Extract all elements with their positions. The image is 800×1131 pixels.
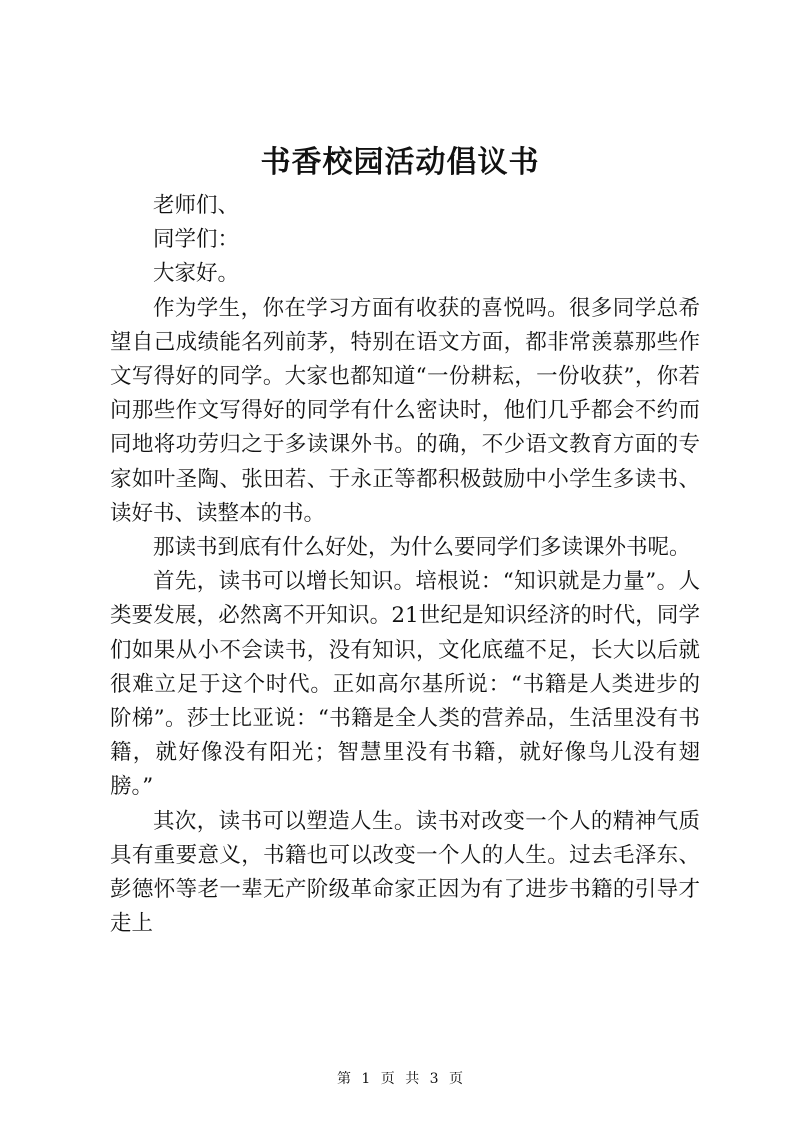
greeting: 大家好。 [153,261,240,287]
page-footer: 第 1 页 共 3 页 [336,1071,464,1087]
document-body [110,189,700,941]
salutation-students: 同学们： [153,227,240,253]
body-paragraph: 其次，读书可以塑造人生。读书对改变一个人的精神气质具有重要意义，书籍也可以改变一个人的人生。过去毛泽东、彭德怀等老一辈无产阶级革命家正因为有了进步书籍的引导才走上 [110,808,700,937]
salutation-teachers: 老师们、 [153,193,240,218]
document-title: 书香校园活动倡议书 [260,145,540,180]
body-paragraph: 那读书到底有什么好处，为什么要同学们多读课外书呢。 [153,535,691,561]
body-paragraph: 首先，读书可以增长知识。培根说：“知识就是力量”。人类要发展，必然离不开知识。21世纪是知识经济的时代，同学们如果从小不会读书，没有知识，文化底蕴不足，长大以后就很难立足于这个时代。正如高尔基所说：“书籍是人类进步的阶梯”。莎士比亚说：“书籍是全人类的营养品，生活里没有书籍，就好像没有阳光；智慧里没有书籍，就好像鸟儿没有翅膀。” [110,569,700,800]
body-paragraph: 作为学生，你在学习方面有收获的喜悦吗。很多同学总希望自己成绩能名列前茅，特别在语文方面，都非常羡慕那些作文写得好的同学。大家也都知道“一份耕耘，一份收获”，你若问那些作文写得好的同学有什么密诀时，他们几乎都会不约而同地将功劳归之于多读课外书。的确，不少语文教育方面的专家如叶圣陶、张田若、于永正等都积极鼓励中小学生多读书、读好书、读整本的书。 [110,295,700,526]
